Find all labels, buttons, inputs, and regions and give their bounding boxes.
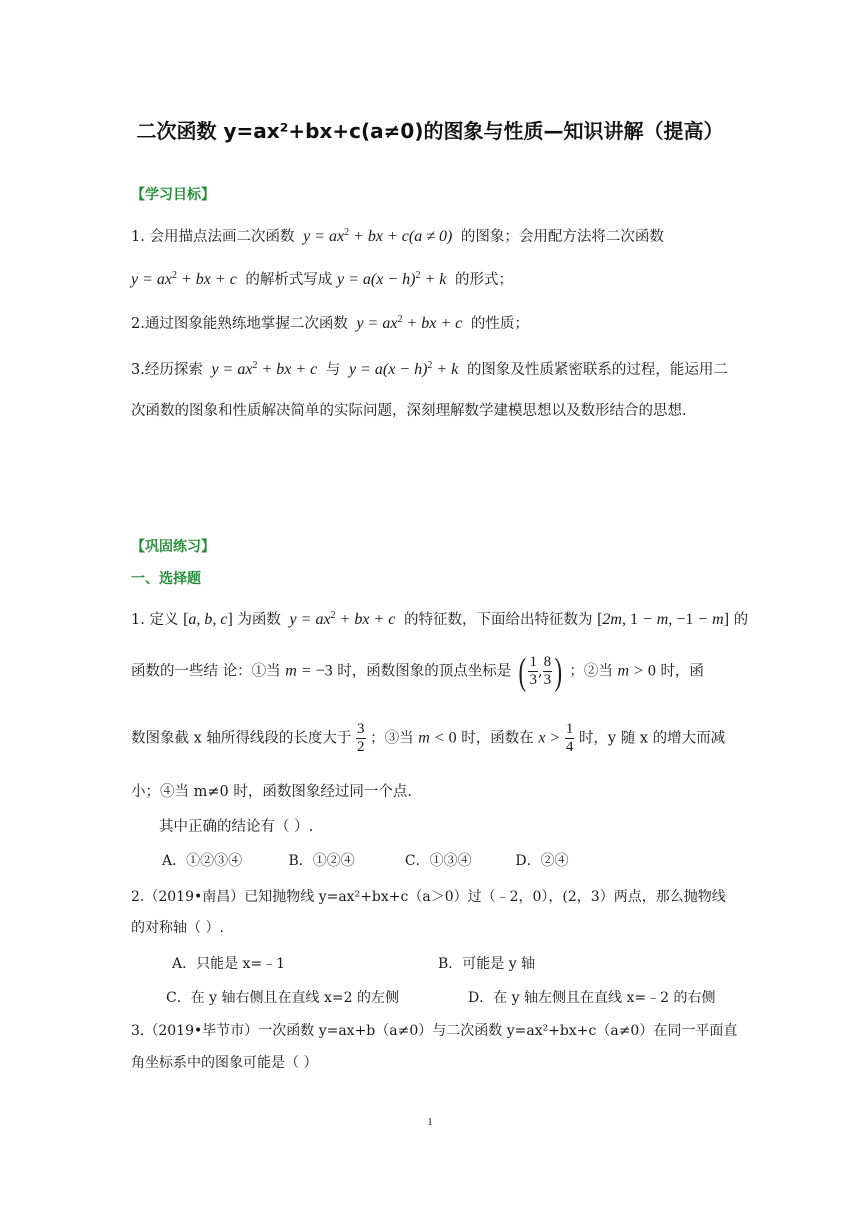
formula: m < 0 [418,729,457,747]
q1-line-4: 小；④当 m≠0 时，函数图象经过同一个点. [131,784,412,800]
formula: x > [538,729,561,747]
text: 的特征数，下面给出特征数为 [403,612,593,628]
q2-option-c: C．在 y 轴右侧且在直线 x=2 的左侧 [166,990,399,1006]
q2-option-b: B．可能是 y 轴 [438,956,536,972]
text: ；②当 [569,663,613,680]
objectives-heading: 【学习目标】 [131,187,215,203]
formula: $y = ax^2$ + bx + c [207,360,322,378]
q2-line-1: 2.（2019•南昌）已知抛物线 y=ax²+bx+c（a＞0）过（﹣2，0），(2，3）两点，那么抛物线 [131,889,726,905]
choice-heading: 一、选择题 [131,571,201,587]
text: 时，函 [660,663,704,680]
text: ；③当 [370,730,414,747]
formula: $y = ax^2$ + bx + c [352,314,467,332]
fraction-1-4: $\frac{1}{4}$ [565,721,574,755]
fraction-1-3: $\frac{1}{3}$ [529,654,537,688]
formula: m = −3 [285,662,333,680]
formula: [2m, 1 − m, −1 − m] [597,611,730,628]
formula: $y = a(x - h)^2 + k$ [344,360,463,378]
text: 时，函数在 [461,730,534,747]
text: 3.经历探索 [131,362,203,378]
page-title: 二次函数 y=ax²+bx+c(a≠0)的图象与性质—知识讲解（提高） [136,119,724,143]
formula: $y = a(x - h)^2 + k$ [337,270,451,288]
q1-line-2: 函数的一些结 论：①当 m = −3 时，函数图象的顶点坐标是 ( $\frac{1}{3}$ , $\frac{8}{3}$ ) ；②当 m > 0 时，函 [131,650,704,693]
objective-3-line-2: 次函数的图象和性质解决简单的实际问题，深刻理解数学建模思想以及数形结合的思想. [131,403,687,419]
practice-heading: 【巩固练习】 [131,539,215,555]
text: 1. 会用描点法画二次函数 [131,229,295,245]
text: 时，函数图象的顶点坐标是 [337,663,512,680]
formula: $y = ax^2$ + bx + c [285,610,400,628]
text: 函数的一些结 论：①当 [131,663,281,680]
q1-option-a: A．①②③④ [162,853,243,869]
q1-line-1 [131,609,748,631]
formula: $y = ax^2$ + bx + c [131,270,241,288]
text: 1. 定义 [131,612,179,628]
page-number: 1 [427,1116,433,1128]
text: 的 [733,612,749,628]
formula: [a, b, c] [183,611,233,628]
objective-3-line-1 [131,359,728,381]
text: 的形式； [454,272,513,288]
left-paren: ( [518,650,526,693]
text: 2.通过图象能熟练地掌握二次函数 [131,316,348,332]
text: 的图象及性质紧密联系的过程，能运用二 [466,362,728,378]
objective-1-line-2 [131,269,513,291]
q1-option-b: B．①②④ [288,853,355,869]
text: 的图象；会用配方法将二次函数 [460,229,664,245]
objective-2 [131,313,529,335]
q1-option-d: D．②④ [515,853,569,869]
right-paren: ) [554,650,563,693]
q1-line-3 [131,721,725,756]
q3-line-2: 角坐标系中的图象可能是（ ） [131,1055,318,1071]
text: 与 [325,362,341,378]
text: 数图象截 x 轴所得线段的长度大于 [131,730,352,747]
q1-prompt: 其中正确的结论有（ ）. [159,819,314,835]
objective-1-line-1 [131,226,664,248]
q2-line-2: 的对称轴（ ）. [131,920,224,936]
q2-option-d: D．在 y 轴左侧且在直线 x=﹣2 的右侧 [468,990,716,1006]
q1-option-c: C．①③④ [404,853,472,869]
fraction-3-2: $\frac{3}{2}$ [357,721,365,755]
fraction-8-3: $\frac{8}{3}$ [543,654,552,688]
q1-options [162,850,569,872]
text: 时，y 随 x 的增大而减 [578,730,726,747]
formula: $y = ax^2$ + bx + c(a ≠ 0) [299,227,457,245]
q3-line-1: 3.（2019•毕节市）一次函数 y=ax+b（a≠0）与二次函数 y=ax²+bx+c（a≠0）在同一平面直 [131,1023,738,1039]
formula: m > 0 [617,662,656,680]
text: 的性质； [470,316,529,332]
text: 的解析式写成 [245,272,333,288]
q2-option-a: A．只能是 x=﹣1 [172,956,286,972]
text: 为函数 [237,612,281,628]
